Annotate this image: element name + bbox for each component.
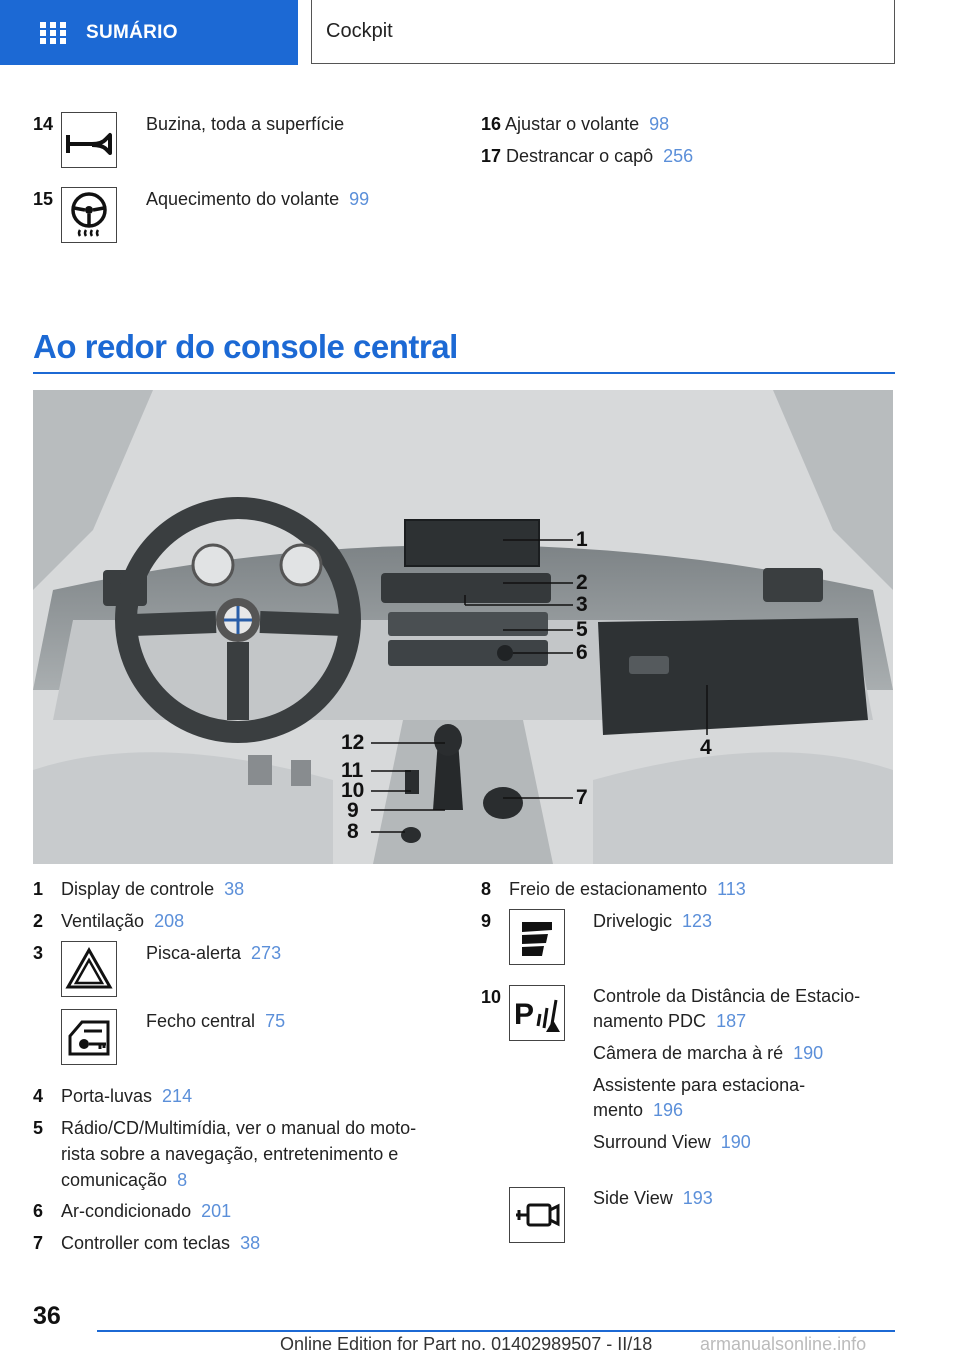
callout-label: 10 — [341, 779, 365, 802]
item-text: Porta-luvas 214 — [61, 1086, 193, 1106]
item-number: 14 — [33, 114, 54, 134]
horn-icon — [61, 112, 117, 168]
item-number: 9 — [481, 911, 492, 931]
item-text: Side View 193 — [593, 1188, 713, 1208]
callout-label: 9 — [347, 799, 359, 822]
item-text: mento 196 — [593, 1100, 684, 1120]
item-text: Ar-condicionado 201 — [61, 1201, 232, 1221]
side-view-camera-icon — [509, 1187, 565, 1243]
page-reference-link[interactable]: 98 — [649, 114, 670, 134]
item-number: 8 — [481, 879, 492, 899]
item-text: Câmera de marcha à ré 190 — [593, 1043, 824, 1063]
footer-divider — [97, 1330, 895, 1332]
item-number: 5 — [33, 1118, 44, 1138]
page-reference-link[interactable]: 193 — [682, 1188, 713, 1208]
section-divider — [33, 372, 895, 374]
item-text: Controle da Distância de Estacio- — [593, 986, 861, 1006]
page-reference-link[interactable]: 38 — [240, 1233, 261, 1253]
item-text: Pisca-alerta 273 — [146, 943, 282, 963]
steering-wheel-heating-icon — [61, 187, 117, 243]
section-title: Ao redor do console central — [33, 328, 458, 365]
item-text: Rádio/CD/Multimídia, ver o manual do moto- — [61, 1118, 417, 1138]
list-item: 17 Destrancar o capô 256 — [481, 146, 694, 166]
item-text: Fecho central 75 — [146, 1011, 286, 1031]
callout-label: 3 — [576, 593, 588, 616]
item-text: Display de controle 38 — [61, 879, 245, 899]
grid-menu-icon — [40, 22, 66, 44]
toc-label: SUMÁRIO — [86, 21, 178, 43]
page-reference-link[interactable]: 75 — [265, 1011, 286, 1031]
list-item: 16 Ajustar o volante 98 — [481, 114, 670, 134]
page-reference-link[interactable]: 123 — [682, 911, 713, 931]
item-number: 3 — [33, 943, 44, 963]
page-reference-link[interactable]: 38 — [224, 879, 245, 899]
chapter-title: Cockpit — [326, 20, 393, 42]
page-reference-link[interactable]: 208 — [154, 911, 185, 931]
page-reference-link[interactable]: 190 — [720, 1132, 751, 1152]
item-text: namento PDC 187 — [593, 1011, 747, 1031]
page-reference-link[interactable]: 196 — [653, 1100, 684, 1120]
callout-label: 2 — [576, 571, 588, 594]
item-text: Controller com teclas 38 — [61, 1233, 261, 1253]
item-number: 1 — [33, 879, 44, 899]
item-text: Aquecimento do volante 99 — [146, 189, 370, 209]
item-number: 10 — [481, 987, 502, 1007]
callout-label: 6 — [576, 641, 588, 664]
page-reference-link[interactable]: 190 — [793, 1043, 824, 1063]
page-reference-link[interactable]: 8 — [177, 1170, 188, 1190]
callout-label: 8 — [347, 820, 359, 843]
footer-edition: Online Edition for Part no. 01402989507 - II/18 — [280, 1334, 653, 1354]
page-reference-link[interactable]: 187 — [716, 1011, 747, 1031]
callout-label: 11 — [341, 759, 364, 782]
central-locking-icon — [61, 1009, 117, 1065]
callout-label: 1 — [576, 528, 588, 551]
item-text: rista sobre a navegação, entretenimento e — [61, 1144, 399, 1164]
cockpit-illustration — [33, 390, 893, 864]
page-reference-link[interactable]: 214 — [162, 1086, 193, 1106]
item-text: Assistente para estaciona- — [593, 1075, 806, 1095]
item-number: 15 — [33, 189, 54, 209]
page-reference-link[interactable]: 201 — [201, 1201, 232, 1221]
item-text: Buzina, toda a superfície — [146, 114, 345, 134]
item-number: 4 — [33, 1086, 44, 1106]
item-text: Surround View 190 — [593, 1132, 751, 1152]
drivelogic-icon — [509, 909, 565, 965]
callout-label: 4 — [700, 736, 712, 759]
footer-watermark: armanualsonline.info — [700, 1334, 867, 1354]
item-text: Freio de estacionamento 113 — [509, 879, 746, 899]
page-reference-link[interactable]: 113 — [717, 879, 746, 899]
page-reference-link[interactable]: 273 — [251, 943, 282, 963]
park-distance-control-icon — [509, 985, 565, 1041]
chapter-tab — [311, 0, 895, 64]
item-number: 6 — [33, 1201, 44, 1221]
item-text: Drivelogic 123 — [593, 911, 713, 931]
callout-label: 5 — [576, 618, 588, 641]
item-text: comunicação 8 — [61, 1170, 188, 1190]
item-number: 7 — [33, 1233, 44, 1253]
item-number: 2 — [33, 911, 44, 931]
page-reference-link[interactable]: 256 — [663, 146, 694, 166]
page-reference-link[interactable]: 99 — [349, 189, 370, 209]
toc-button[interactable] — [0, 0, 298, 65]
hazard-warning-icon — [61, 941, 117, 997]
callout-label: 7 — [576, 786, 588, 809]
svg-text:P: P — [514, 998, 535, 1031]
callout-label: 12 — [341, 731, 365, 754]
page-number: 36 — [33, 1302, 61, 1330]
item-text: Ventilação 208 — [61, 911, 185, 931]
